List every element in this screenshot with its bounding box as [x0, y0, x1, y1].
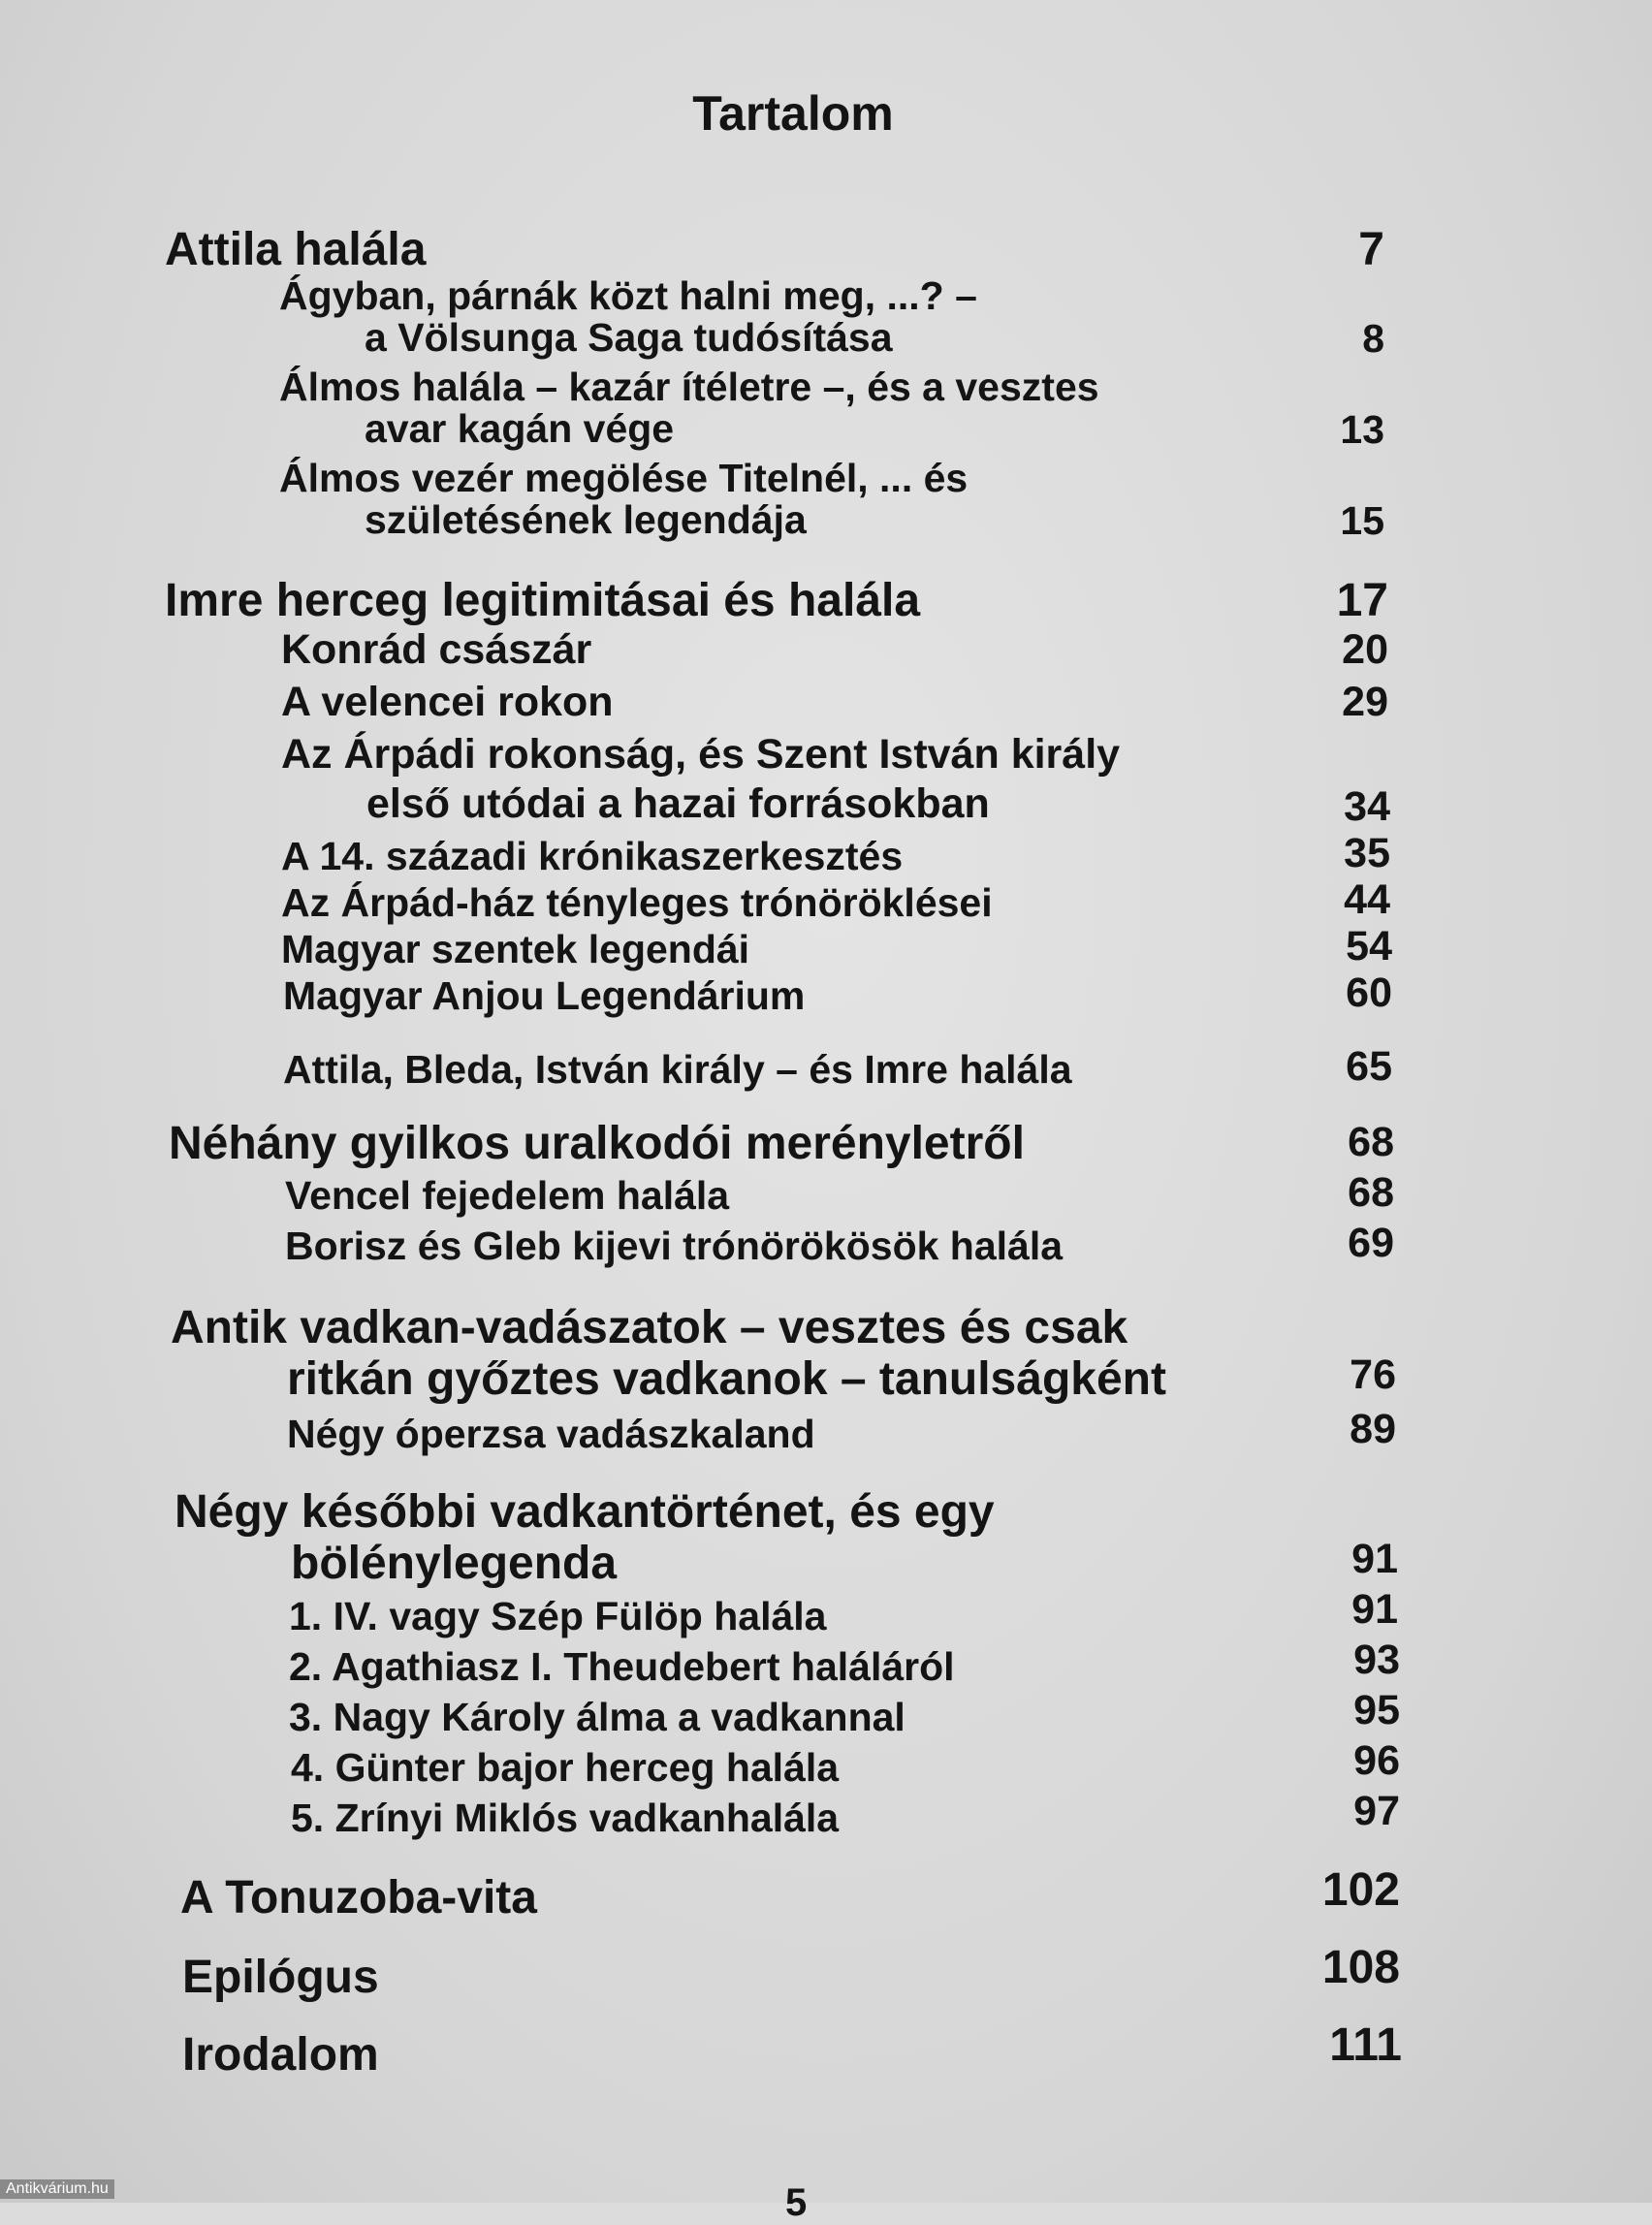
toc-entry-page: 93 — [1353, 1637, 1400, 1683]
toc-entry-page: 89 — [1350, 1406, 1396, 1452]
toc-entry-page: 54 — [1346, 923, 1392, 969]
toc-entry-page: 69 — [1348, 1220, 1394, 1266]
toc-entry-page: 17 — [1336, 575, 1388, 626]
toc-entry-almos-halala — [279, 365, 1099, 452]
toc-entry-arpadi-rokonsag — [281, 731, 1120, 828]
toc-entry-irodalom — [182, 2028, 379, 2082]
toc-entry-title: 5. Zrínyi Miklós vadkanhalála — [291, 1796, 840, 1840]
toc-entry-title-cont: születésének legendája — [365, 497, 807, 542]
toc-entry-title-cont: ritkán győztes vadkanok – tanulságként — [287, 1353, 1166, 1405]
toc-entry-page: 76 — [1350, 1351, 1396, 1398]
toc-entry-page: 20 — [1342, 626, 1388, 673]
toc-heading: Tartalom — [692, 86, 894, 141]
toc-entry-nagy-karoly — [289, 1695, 905, 1740]
toc-entry-title: 3. Nagy Károly álma a vadkannal — [289, 1695, 905, 1739]
toc-entry-title: Az Árpád-ház tényleges trónöröklései — [281, 880, 993, 925]
toc-entry-vencel — [285, 1173, 729, 1219]
toc-entry-title: Epilógus — [182, 1952, 379, 2003]
toc-entry-title: Antik vadkan-vadászatok – vesztes és csak — [171, 1302, 1128, 1353]
toc-entry-title: Négy későbbi vadkantörténet, és egy — [175, 1486, 995, 1538]
toc-entry-page: 102 — [1321, 1864, 1400, 1916]
toc-entry-title: Attila halála — [165, 224, 427, 275]
toc-entry-title: Magyar szentek legendái — [281, 927, 750, 971]
toc-entry-title: Álmos vezér megölése Titelnél, ... és — [279, 456, 969, 500]
toc-entry-magyar-szentek — [281, 927, 749, 972]
toc-entry-gunter — [291, 1745, 839, 1791]
toc-entry-title: Vencel fejedelem halála — [285, 1173, 730, 1218]
toc-entry-tronoroklesei — [281, 880, 993, 926]
toc-entry-page: 95 — [1353, 1687, 1400, 1733]
toc-entry-title: Irodalom — [182, 2029, 379, 2081]
watermark: Antikvárium.hu — [0, 2179, 114, 2199]
toc-entry-tonuzoba — [180, 1871, 537, 1924]
toc-entry-page: 68 — [1348, 1119, 1394, 1165]
toc-entry-page: 60 — [1346, 969, 1392, 1016]
toc-entry-page: 34 — [1344, 783, 1390, 830]
toc-entry-page: 108 — [1321, 1942, 1400, 1993]
toc-entry-velencei — [281, 679, 614, 726]
toc-entry-zrinyi — [291, 1796, 839, 1841]
toc-entry-title: 4. Günter bajor herceg halála — [291, 1745, 840, 1790]
toc-entry-title: Néhány gyilkos uralkodói merényletről — [169, 1118, 1025, 1169]
toc-entry-page: 13 — [1340, 407, 1384, 452]
toc-entry-kronikaszerkesztes — [281, 834, 903, 879]
toc-entry-title: Attila, Bleda, István király – és Imre halála — [283, 1047, 1072, 1092]
toc-entry-page: 68 — [1348, 1169, 1394, 1216]
toc-entry-konrad — [281, 626, 591, 674]
toc-entry-title: A velencei rokon — [281, 679, 614, 725]
toc-entry-nehany-gyilkos — [169, 1117, 1025, 1170]
toc-entry-page: 111 — [1329, 2019, 1402, 2071]
toc-entry-anjou-legendarium — [283, 973, 805, 1019]
toc-entry-title: Az Árpádi rokonság, és Szent István király — [281, 731, 1121, 778]
toc-entry-title: Imre herceg legitimitásai és halála — [165, 575, 921, 626]
toc-entry-title: Álmos halála – kazár ítéletre –, és a vesztes — [279, 365, 1099, 409]
toc-entry-title: Magyar Anjou Legendárium — [283, 973, 806, 1018]
toc-entry-szep-fulop — [289, 1594, 826, 1639]
toc-entry-title: 1. IV. vagy Szép Fülöp halála — [289, 1594, 827, 1638]
toc-entry-page: 44 — [1344, 876, 1390, 923]
toc-entry-page: 96 — [1353, 1737, 1400, 1784]
toc-entry-attila-halala — [165, 223, 426, 276]
toc-entry-agathiasz — [289, 1644, 955, 1690]
toc-entry-negy-kesobbi — [175, 1485, 995, 1590]
toc-entry-title: Négy óperzsa vadászkaland — [287, 1412, 815, 1456]
toc-entry-page: 65 — [1346, 1043, 1392, 1090]
toc-entry-page: 15 — [1340, 498, 1384, 543]
toc-entry-title: A 14. századi krónikaszerkesztés — [281, 834, 904, 878]
toc-entry-title-cont: avar kagán vége — [365, 406, 675, 451]
toc-entry-title: Borisz és Gleb kijevi trónörökösök halála — [285, 1224, 1064, 1268]
toc-entry-almos-vezer — [279, 456, 968, 543]
toc-entry-page: 7 — [1358, 224, 1384, 275]
toc-entry-page: 29 — [1342, 679, 1388, 725]
page-number: 5 — [785, 2181, 808, 2224]
toc-entry-operzsa — [287, 1412, 815, 1457]
toc-entry-antik-vadkan — [171, 1301, 1166, 1406]
toc-entry-title: 2. Agathiasz I. Theudebert haláláról — [289, 1644, 955, 1689]
toc-entry-title: A Tonuzoba-vita — [180, 1872, 537, 1923]
toc-entry-title-cont: a Völsunga Saga tudósítása — [365, 315, 893, 360]
toc-entry-title: Ágyban, párnák közt halni meg, ...? – — [279, 273, 977, 318]
toc-entry-imre-herceg — [165, 574, 920, 627]
toc-entry-title-cont: bölénylegenda — [291, 1538, 618, 1589]
toc-entry-title: Konrád császár — [281, 626, 592, 673]
toc-entry-borisz-gleb — [285, 1224, 1063, 1269]
toc-entry-page: 97 — [1353, 1788, 1400, 1834]
toc-entry-page: 35 — [1344, 830, 1390, 876]
toc-entry-page: 91 — [1351, 1536, 1398, 1582]
toc-entry-page: 8 — [1362, 316, 1384, 361]
toc-entry-page: 91 — [1351, 1586, 1398, 1633]
toc-entry-agyban — [279, 273, 977, 361]
toc-entry-title-cont: első utódai a hazai forrásokban — [366, 780, 990, 827]
toc-entry-epilogus — [182, 1951, 379, 2004]
toc-entry-attila-bleda — [283, 1047, 1072, 1093]
